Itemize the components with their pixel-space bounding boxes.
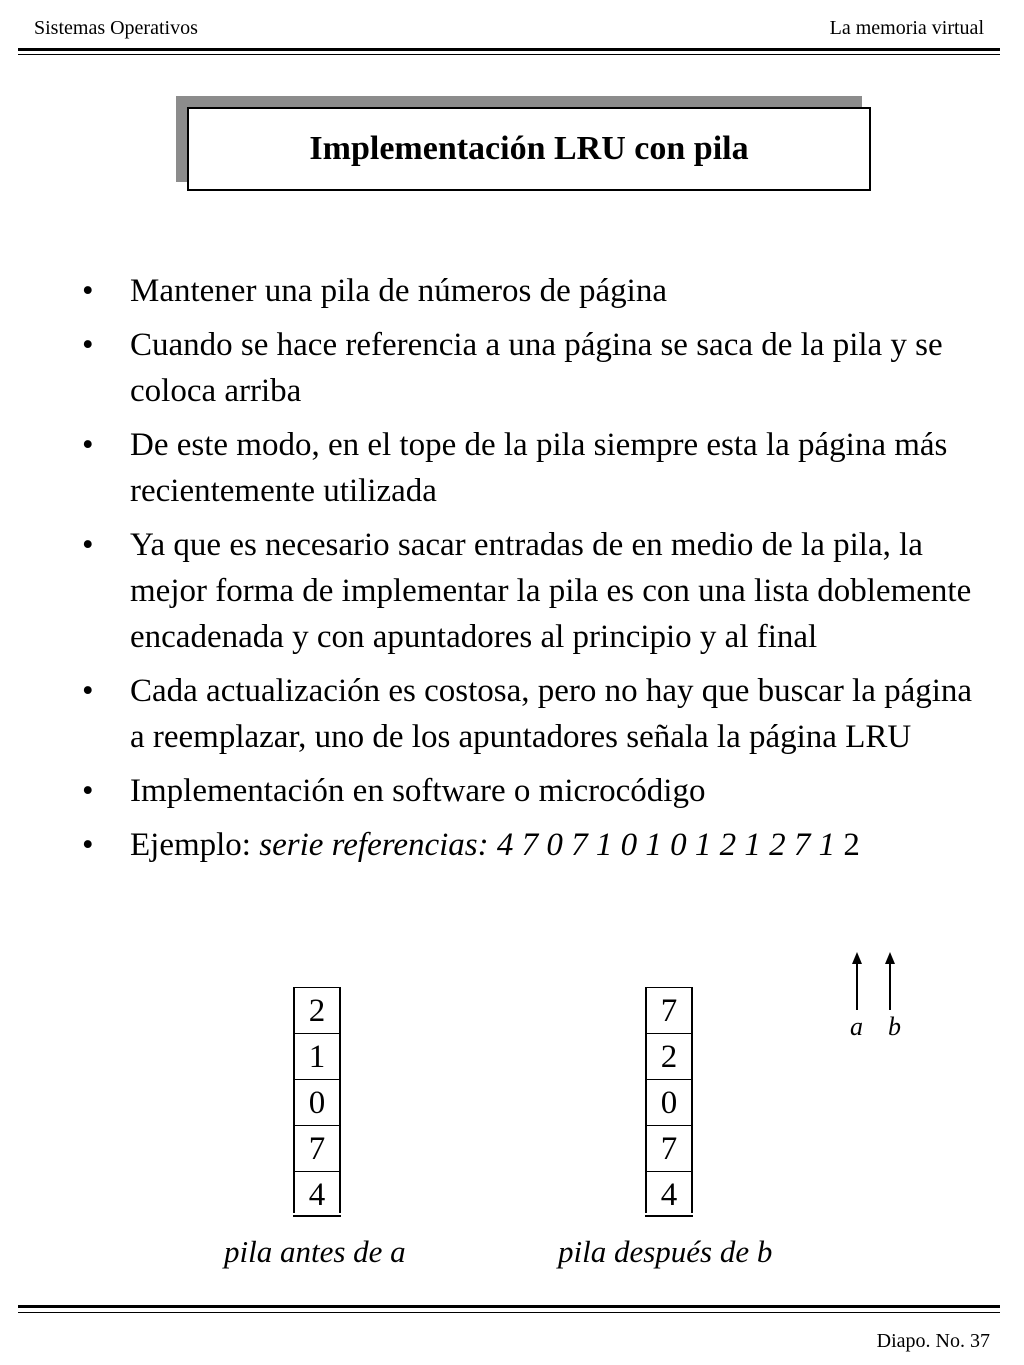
arrow-label-a: a: [850, 1012, 863, 1041]
bullet-item-example: [0, 822, 980, 868]
stack-cell: 1: [293, 1033, 341, 1079]
bullet-text: De este modo, en el tope de la pila siempre esta la página más recientemente utilizada: [130, 427, 948, 509]
example-last-reference: 2: [835, 827, 860, 863]
stack-cell: 2: [293, 987, 341, 1033]
bullet-marker: •: [82, 427, 94, 463]
stack-cell: 4: [645, 1171, 693, 1217]
example-prefix: Ejemplo:: [130, 827, 260, 863]
stack-after-caption: pila después de b: [558, 1234, 773, 1269]
arrow-up-b-icon: [882, 952, 898, 1010]
stack-wall-left: [293, 987, 295, 1213]
footer-rule: [18, 1305, 1000, 1308]
bullet-text: Cada actualización es costosa, pero no hay que buscar la página a reemplazar, uno de los apuntadores señala la página LRU: [130, 673, 973, 755]
footer-rule-thin: [18, 1312, 1000, 1313]
arrow-up-a-icon: [849, 952, 865, 1010]
stack-wall-right: [339, 987, 341, 1213]
bullet-marker: •: [82, 773, 94, 809]
header-rule-thin: [18, 54, 1000, 55]
stack-cell: 2: [645, 1033, 693, 1079]
arrow-label-b: b: [888, 1012, 901, 1041]
bullet-text: Mantener una pila de números de página: [130, 273, 667, 309]
bullet-text: Ya que es necesario sacar entradas de en medio de la pila, la mejor forma de implementar la pila es con una lista doblemente encadenada y con apuntadores al principio y al final: [130, 527, 972, 655]
stack-before-a: [293, 987, 341, 1213]
bullet-item: [0, 422, 980, 514]
bullet-text: Cuando se hace referencia a una página se saca de la pila y se coloca arriba: [130, 327, 943, 409]
slide-title: Implementación LRU con pila: [309, 130, 749, 167]
stack-cell: 4: [293, 1171, 341, 1217]
stack-cell: 0: [645, 1079, 693, 1125]
header-topic: La memoria virtual: [829, 17, 984, 39]
bullet-item: [0, 268, 980, 314]
stack-cell: 0: [293, 1079, 341, 1125]
bullet-marker: •: [82, 527, 94, 563]
bullet-marker: •: [82, 673, 94, 709]
bullet-marker: •: [82, 273, 94, 309]
title-box: [187, 107, 871, 191]
bullet-list: [0, 268, 1024, 876]
bullet-marker: •: [82, 327, 94, 363]
bullet-item: [0, 522, 980, 660]
stack-cell: 7: [293, 1125, 341, 1171]
bullet-marker: •: [82, 827, 94, 863]
stack-wall-left: [645, 987, 647, 1213]
bullet-item: [0, 322, 980, 414]
stack-before-caption: pila antes de a: [224, 1234, 406, 1269]
bullet-text: Implementación en software o microcódigo: [130, 773, 706, 809]
stack-cell: 7: [645, 1125, 693, 1171]
example-reference-series: serie referencias: 4 7 0 7 1 0 1 0 1 2 1 2 7 1: [259, 827, 836, 863]
bullet-item: [0, 768, 980, 814]
stack-cell: 7: [645, 987, 693, 1033]
stack-after-b: [645, 987, 693, 1213]
bullet-item: [0, 668, 980, 760]
header-rule: [18, 48, 1000, 51]
stack-wall-right: [691, 987, 693, 1213]
header-course-title: Sistemas Operativos: [34, 17, 198, 39]
slide-number: Diapo. No. 37: [876, 1330, 990, 1352]
